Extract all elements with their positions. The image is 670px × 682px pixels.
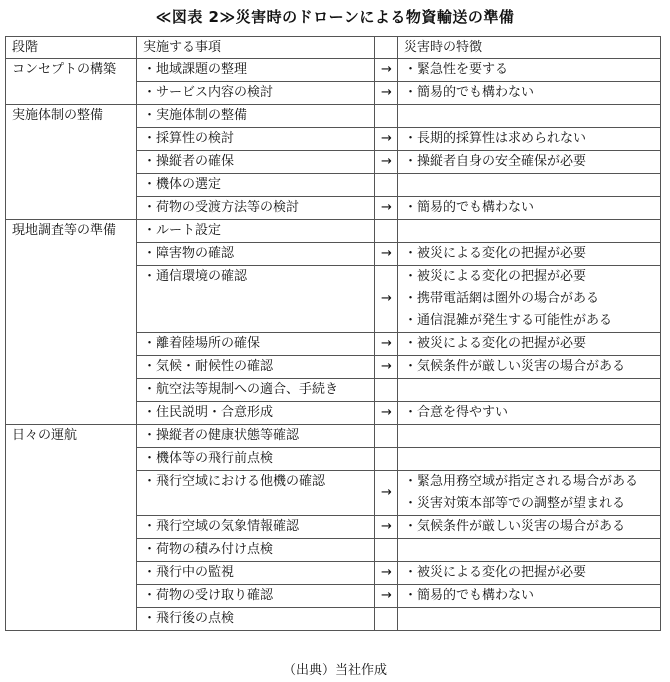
item-cell: ・荷物の受け取り確認	[137, 585, 375, 608]
right-arrow-icon: →	[381, 131, 392, 146]
stage-cell	[6, 174, 137, 197]
feature-cell	[398, 105, 661, 128]
arrow-cell	[375, 539, 398, 562]
table-row	[6, 151, 661, 174]
feature-cell	[398, 562, 661, 585]
item-cell: ・荷物の積み付け点検	[137, 539, 375, 562]
feature-cell	[398, 356, 661, 379]
arrow-cell	[375, 448, 398, 471]
feature-cell	[398, 151, 661, 174]
arrow-cell	[375, 333, 398, 356]
item-cell: ・操縦者の健康状態等確認	[137, 425, 375, 448]
feature-line: ・気候条件が厳しい災害の場合がある	[404, 359, 626, 374]
table-row	[6, 59, 661, 82]
right-arrow-icon: →	[381, 485, 392, 500]
stage-cell	[6, 333, 137, 356]
feature-cell	[398, 402, 661, 425]
item-cell: ・住民説明・合意形成	[137, 402, 375, 425]
stage-cell	[6, 243, 137, 266]
feature-cell	[398, 471, 661, 516]
table-row	[6, 333, 661, 356]
arrow-cell	[375, 220, 398, 243]
item-cell: ・操縦者の確保	[137, 151, 375, 174]
right-arrow-icon: →	[381, 200, 392, 215]
feature-line: ・気候条件が厳しい災害の場合がある	[404, 519, 626, 534]
right-arrow-icon: →	[381, 588, 392, 603]
header-feature: 災害時の特徴	[398, 37, 661, 59]
item-cell: ・機体の選定	[137, 174, 375, 197]
table-row	[6, 266, 661, 333]
stage-cell	[6, 562, 137, 585]
arrow-cell	[375, 197, 398, 220]
table-row	[6, 174, 661, 197]
right-arrow-icon: →	[381, 246, 392, 261]
stage-cell	[6, 471, 137, 516]
right-arrow-icon: →	[381, 565, 392, 580]
stage-cell	[6, 82, 137, 105]
feature-cell	[398, 539, 661, 562]
table-row	[6, 448, 661, 471]
figure-title: ≪図表 2≫災害時のドローンによる物資輸送の準備	[155, 8, 515, 26]
feature-line: ・簡易的でも構わない	[404, 85, 535, 100]
stage-cell	[6, 266, 137, 333]
table-row	[6, 425, 661, 448]
stage-cell	[6, 539, 137, 562]
item-cell: ・飛行空域における他機の確認	[137, 471, 375, 516]
table-row	[6, 220, 661, 243]
arrow-cell	[375, 128, 398, 151]
feature-line: ・被災による変化の把握が必要	[404, 336, 587, 351]
feature-cell	[398, 425, 661, 448]
stage-cell	[6, 585, 137, 608]
item-cell: ・飛行空域の気象情報確認	[137, 516, 375, 539]
item-cell: ・荷物の受渡方法等の検討	[137, 197, 375, 220]
header-item: 実施する事項	[137, 37, 375, 59]
arrow-cell	[375, 151, 398, 174]
item-cell: ・障害物の確認	[137, 243, 375, 266]
item-cell: ・飛行中の監視	[137, 562, 375, 585]
item-cell: ・サービス内容の検討	[137, 82, 375, 105]
arrow-cell	[375, 402, 398, 425]
table-row	[6, 471, 661, 516]
stage-cell: 日々の運航	[6, 425, 137, 448]
item-cell: ・飛行後の点検	[137, 608, 375, 631]
table-row	[6, 562, 661, 585]
arrow-cell	[375, 266, 398, 333]
item-cell: ・機体等の飛行前点検	[137, 448, 375, 471]
table-row	[6, 585, 661, 608]
arrow-cell	[375, 82, 398, 105]
feature-cell	[398, 197, 661, 220]
feature-cell	[398, 266, 661, 333]
table-header-row	[6, 37, 661, 59]
feature-line: ・通信混雑が発生する可能性がある	[404, 313, 613, 328]
feature-line: ・被災による変化の把握が必要	[404, 269, 587, 284]
stage-cell	[6, 402, 137, 425]
stage-cell	[6, 151, 137, 174]
feature-cell	[398, 608, 661, 631]
arrow-cell	[375, 562, 398, 585]
table-row	[6, 402, 661, 425]
stage-cell	[6, 197, 137, 220]
header-arrow-cell	[375, 37, 398, 59]
feature-line: ・長期的採算性は求められない	[404, 131, 587, 146]
item-cell: ・ルート設定	[137, 220, 375, 243]
table-row	[6, 356, 661, 379]
right-arrow-icon: →	[381, 291, 392, 306]
feature-cell	[398, 220, 661, 243]
feature-line: ・携帯電話網は圏外の場合がある	[404, 291, 600, 306]
arrow-cell	[375, 105, 398, 128]
feature-line: ・簡易的でも構わない	[404, 588, 535, 603]
feature-line: ・合意を得やすい	[404, 405, 509, 420]
arrow-cell	[375, 608, 398, 631]
table-row	[6, 516, 661, 539]
feature-line: ・災害対策本部等での調整が望まれる	[404, 496, 626, 511]
table-row	[6, 539, 661, 562]
stage-cell	[6, 608, 137, 631]
source-note: （出典）当社作成	[282, 663, 387, 678]
stage-cell	[6, 516, 137, 539]
item-cell: ・採算性の検討	[137, 128, 375, 151]
feature-cell	[398, 333, 661, 356]
stage-cell: 実施体制の整備	[6, 105, 137, 128]
table-row	[6, 243, 661, 266]
right-arrow-icon: →	[381, 85, 392, 100]
arrow-cell	[375, 379, 398, 402]
header-stage: 段階	[6, 37, 137, 59]
stage-cell	[6, 379, 137, 402]
feature-line: ・緊急用務空域が指定される場合がある	[404, 474, 639, 489]
right-arrow-icon: →	[381, 154, 392, 169]
stage-cell	[6, 128, 137, 151]
feature-cell	[398, 174, 661, 197]
table-row	[6, 608, 661, 631]
right-arrow-icon: →	[381, 405, 392, 420]
right-arrow-icon: →	[381, 336, 392, 351]
feature-line: ・緊急性を要する	[404, 62, 509, 77]
feature-cell	[398, 82, 661, 105]
stage-cell: 現地調査等の準備	[6, 220, 137, 243]
stage-cell	[6, 448, 137, 471]
arrow-cell	[375, 585, 398, 608]
feature-cell	[398, 516, 661, 539]
stage-cell	[6, 356, 137, 379]
table-row	[6, 82, 661, 105]
table-row	[6, 128, 661, 151]
table-row	[6, 379, 661, 402]
feature-cell	[398, 448, 661, 471]
item-cell: ・実施体制の整備	[137, 105, 375, 128]
item-cell: ・航空法等規制への適合、手続き	[137, 379, 375, 402]
feature-line: ・簡易的でも構わない	[404, 200, 535, 215]
arrow-cell	[375, 471, 398, 516]
item-cell: ・通信環境の確認	[137, 266, 375, 333]
feature-cell	[398, 243, 661, 266]
table-row	[6, 105, 661, 128]
arrow-cell	[375, 243, 398, 266]
right-arrow-icon: →	[381, 359, 392, 374]
item-cell: ・地域課題の整理	[137, 59, 375, 82]
arrow-cell	[375, 174, 398, 197]
arrow-cell	[375, 425, 398, 448]
feature-cell	[398, 585, 661, 608]
right-arrow-icon: →	[381, 62, 392, 77]
arrow-cell	[375, 356, 398, 379]
feature-line: ・被災による変化の把握が必要	[404, 565, 587, 580]
item-cell: ・気候・耐候性の確認	[137, 356, 375, 379]
feature-cell	[398, 379, 661, 402]
stage-cell: コンセプトの構築	[6, 59, 137, 82]
arrow-cell	[375, 516, 398, 539]
table-row	[6, 197, 661, 220]
arrow-cell	[375, 59, 398, 82]
right-arrow-icon: →	[381, 519, 392, 534]
preparation-table	[5, 36, 661, 631]
feature-cell	[398, 128, 661, 151]
feature-line: ・操縦者自身の安全確保が必要	[404, 154, 587, 169]
feature-line: ・被災による変化の把握が必要	[404, 246, 587, 261]
item-cell: ・離着陸場所の確保	[137, 333, 375, 356]
feature-cell	[398, 59, 661, 82]
